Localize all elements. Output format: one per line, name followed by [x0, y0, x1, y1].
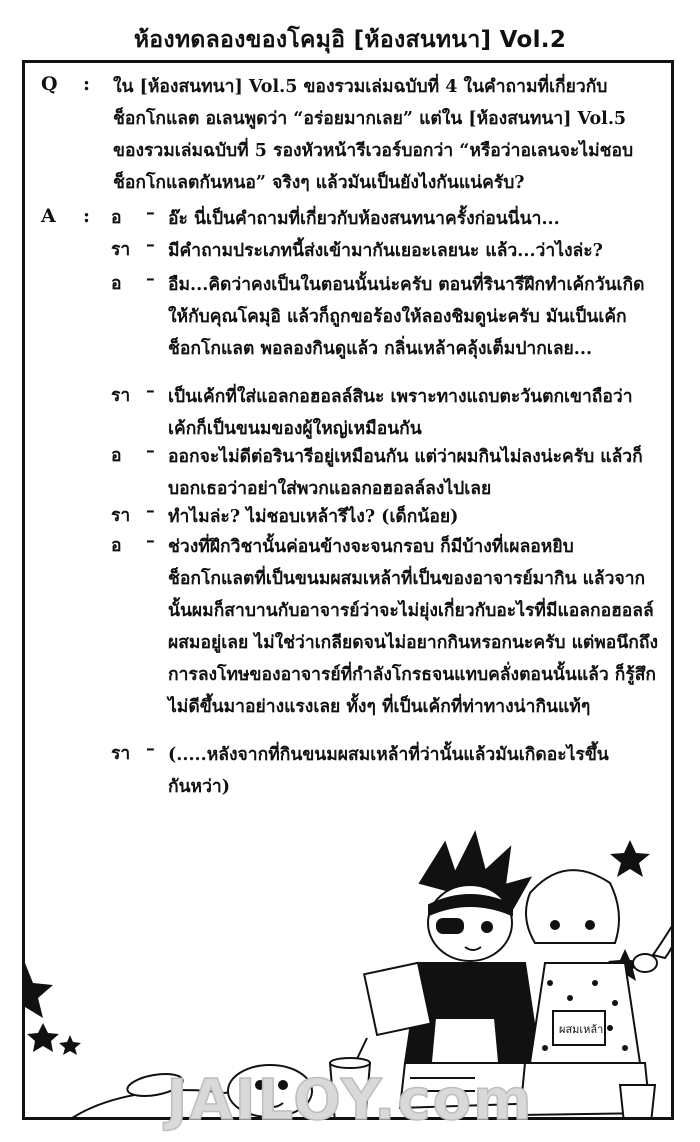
dialogue-text: ทำไมล่ะ? ไม่ชอบเหล้ารึไง? (เด็กน้อย): [168, 507, 459, 527]
dialogue-dash: –: [146, 269, 155, 289]
dialogue-dash: –: [146, 441, 155, 461]
speaker-reever: รา: [111, 506, 131, 526]
dialogue-text: อ๊ะ นี่เป็นคำถามที่เกี่ยวกับห้องสนทนาครั้งก่อนนี่นา...: [168, 209, 560, 229]
qa-panel: [22, 60, 674, 1120]
site-watermark: JAILOY.com: [166, 1068, 534, 1133]
speaker-reever: รา: [111, 386, 131, 406]
question-colon: :: [83, 73, 91, 95]
dialogue-text: มีคำถามประเภทนี้ส่งเข้ามากันเยอะเลยนะ แล้ว...ว่าไงล่ะ?: [168, 241, 603, 261]
page-title: ห้องทดลองของโคมุอิ [ห้องสนทนา] Vol.2: [133, 27, 567, 53]
speaker-allen: อ: [111, 536, 122, 556]
dialogue-text: อืม...คิดว่าคงเป็นในตอนนั้นน่ะครับ ตอนที่รินารีฝึกทำเค้กวันเกิดให้กับคุณโคมุอิ แล้วก็ถูกขอร้องให้ลองชิมดูน่ะครับ มันเป็นเค้กช็อกโกแลต พอลองกินดูแล้ว กลิ่นเหล้าคลุ้งเต็มปากเลย...: [168, 275, 645, 359]
dialogue-text: ออกจะไม่ดีต่อรินารีอยู่เหมือนกัน แต่ว่าผมกินไม่ลงน่ะครับ แล้วก็บอกเธอว่าอย่าใส่พวกแอลกอฮอลล์ลงไปเลย: [168, 447, 643, 499]
dialogue-dash: –: [146, 501, 155, 521]
question-text: ใน [ห้องสนทนา] Vol.5 ของรวมเล่มฉบับที่ 4 ในคำถามที่เกี่ยวกับช็อกโกแลต อเลนพูดว่า “อร่อยมากเลย” แต่ใน [ห้องสนทนา] Vol.5 ของรวมเล่มฉบับที่ 5 รองหัวหน้ารีเวอร์บอกว่า “หรือว่าอเลนจะไม่ชอบช็อกโกแลตกันหนอ” จริงๆ แล้วมันเป็นยังไงกันแน่ครับ?: [113, 77, 634, 193]
dialogue-dash: –: [146, 203, 155, 223]
winged-creature: [633, 903, 674, 972]
speaker-reever: รา: [111, 744, 131, 764]
star-icon: [610, 840, 650, 877]
star-icon: [59, 1035, 81, 1055]
dialogue-text: เป็นเค้กที่ใส่แอลกอฮอลล์สินะ เพราะทางแถบตะวันตกเขาถือว่าเค้กก็เป็นขนมของผู้ใหญ่เหมือนกัน: [168, 387, 633, 439]
star-icon: [25, 963, 53, 1018]
dialogue-text: (.....หลังจากที่กินขนมผสมเหล้าที่ว่านั้นแล้วมันเกิดอะไรขึ้นกันหว่า): [168, 745, 609, 797]
speaker-allen: อ: [111, 208, 122, 228]
speaker-allen: อ: [111, 274, 122, 294]
dialogue-dash: –: [146, 235, 155, 255]
answer-label: A: [41, 205, 56, 227]
dialogue-dash: –: [146, 531, 155, 551]
speaker-reever: รา: [111, 240, 131, 260]
dialogue-text: ช่วงที่ฝึกวิชานั้นค่อนข้างจะจนกรอบ ก็มีบ้างที่เผลอหยิบช็อกโกแลตที่เป็นขนมผสมเหล้าที่เป็นของอาจารย์มากิน แล้วจากนั้นผมก็สาบานกับอาจารย์ว่าจะไม่ยุ่งเกี่ยวกับอะไรที่มีแอลกอฮอลล์ผสมอยู่เลย ไม่ใช่ว่าเกลียดจนไม่อยากกินหรอกนะครับ แต่พอนึกถึงการลงโทษของอาจารย์ที่กำลังโกรธจนแทบคลั่งตอนนั้นแล้ว ก็รู้สึกไม่ดีขึ้นมาอย่างแรงเลย ทั้งๆ ที่เป็นเค้กที่ท่าทางน่ากินแท้ๆ: [168, 537, 659, 717]
speaker-allen: อ: [111, 446, 122, 466]
question-label: Q: [41, 73, 58, 95]
character-lavi: [364, 833, 545, 1108]
star-icon: [27, 1023, 59, 1052]
answer-colon: :: [83, 205, 91, 227]
paper-label: ผสมเหล้า: [559, 1023, 604, 1036]
dialogue-dash: –: [146, 739, 155, 759]
dialogue-dash: –: [146, 381, 155, 401]
